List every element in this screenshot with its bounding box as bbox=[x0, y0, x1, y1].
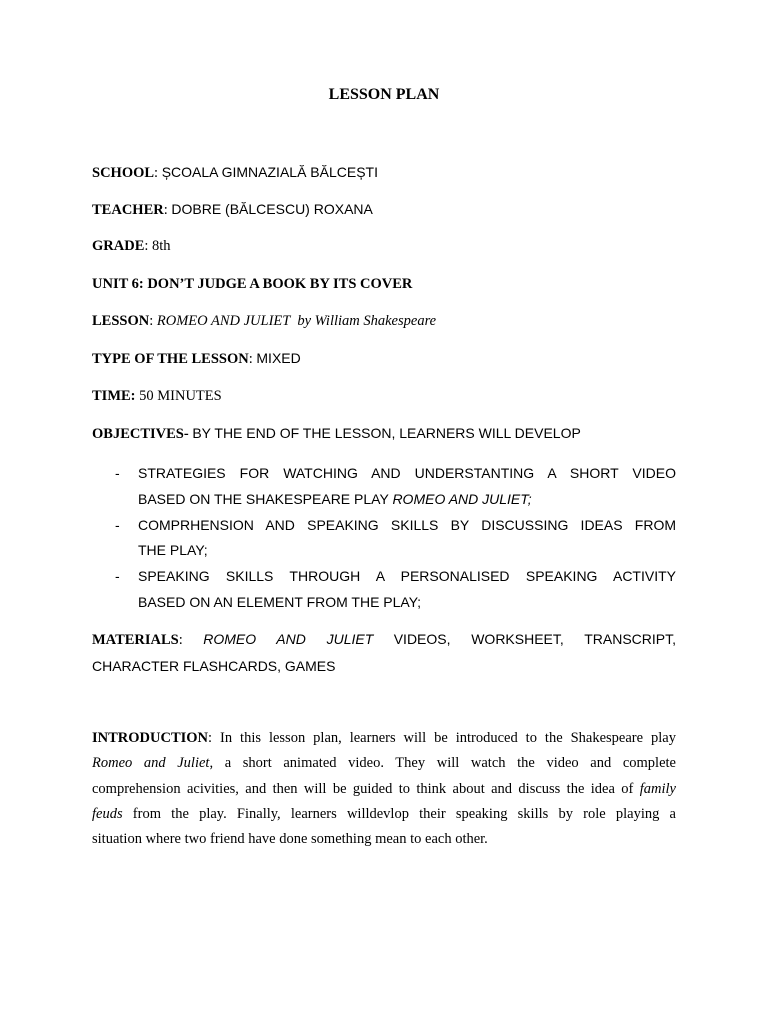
objectives-label: OBJECTIVES- bbox=[92, 426, 189, 442]
grade-field: GRADE: 8th bbox=[92, 238, 171, 254]
time-label: TIME: bbox=[92, 388, 136, 404]
introduction-paragraph bbox=[92, 726, 676, 852]
objective-line2-italic: ROMEO AND JULIET; bbox=[392, 490, 532, 507]
bullet-dash: - bbox=[115, 516, 120, 533]
introduction-label: INTRODUCTION bbox=[92, 730, 209, 746]
school-value: ȘCOALA GIMNAZIALĂ BĂLCEȘTI bbox=[161, 164, 378, 180]
objective-line2: THE PLAY; bbox=[138, 542, 208, 558]
intro-line3-italic: family bbox=[639, 780, 676, 797]
lesson-type-label: TYPE OF THE LESSON bbox=[92, 351, 249, 367]
materials-field: MATERIALS: ROMEO AND JULIET VIDEOS, WORKSHEET, TRANSCRIPT, CHARACTER FLASHCARDS, GAMES bbox=[92, 631, 677, 674]
grade-value: 8th bbox=[152, 238, 171, 254]
page-title: LESSON PLAN bbox=[328, 86, 440, 103]
intro-line2: , a short animated video. They will watch the video and complete bbox=[209, 755, 676, 772]
school-label: SCHOOL bbox=[92, 165, 155, 181]
objective-line2: BASED ON AN ELEMENT FROM THE PLAY; bbox=[138, 593, 422, 610]
teacher-field: TEACHER: DOBRE (BĂLCESCU) ROXANA bbox=[92, 201, 373, 218]
bullet-dash: - bbox=[115, 568, 120, 584]
objective-line1: SPEAKING SKILLS THROUGH A PERSONALISED SPEAKING ACTIVITY bbox=[138, 568, 676, 584]
lesson-type-field: TYPE OF THE LESSON: MIXED bbox=[92, 350, 301, 367]
list-item bbox=[92, 461, 676, 512]
teacher-value: DOBRE (BĂLCESCU) ROXANA bbox=[171, 201, 373, 217]
objectives-value: BY THE END OF THE LESSON, LEARNERS WILL DEVELOP bbox=[192, 425, 581, 441]
unit-heading: UNIT 6: DON’T JUDGE A BOOK BY ITS COVER bbox=[92, 276, 413, 292]
objective-line2: BASED ON THE SHAKESPEARE PLAY bbox=[138, 490, 393, 507]
objective-line1: STRATEGIES FOR WATCHING AND UNDERSTANTING A SHORT VIDEO bbox=[138, 465, 676, 481]
time-field bbox=[92, 388, 222, 405]
intro-line4: from the play. Finally, learners willdevlop their speaking skills by role playing a bbox=[122, 805, 676, 822]
lesson-value: ROMEO AND JULIET by William Shakespeare bbox=[156, 313, 437, 329]
objectives-list bbox=[92, 461, 676, 616]
time-value: 50 MINUTES bbox=[139, 388, 222, 404]
lesson-field: LESSON: ROMEO AND JULIET by William Shakespeare bbox=[92, 313, 437, 329]
objective-line1: COMPRHENSION AND SPEAKING SKILLS BY DISCUSSING IDEAS FROM bbox=[138, 516, 676, 533]
lesson-type-value: MIXED bbox=[256, 350, 301, 366]
intro-line2-italic: Romeo and Juliet bbox=[92, 755, 210, 772]
grade-label: GRADE bbox=[92, 238, 145, 254]
intro-line4-italic: feuds bbox=[92, 805, 123, 822]
materials-line2: CHARACTER FLASHCARDS, GAMES bbox=[92, 658, 336, 674]
teacher-label: TEACHER bbox=[92, 202, 164, 218]
objectives-field bbox=[92, 425, 581, 443]
materials-label: MATERIALS bbox=[92, 632, 179, 648]
lesson-label: LESSON bbox=[92, 313, 150, 329]
list-item bbox=[92, 564, 676, 615]
unit-field bbox=[92, 276, 412, 293]
intro-line5: situation where two friend have done something mean to each other. bbox=[92, 831, 488, 848]
materials-line1: VIDEOS, WORKSHEET, TRANSCRIPT, bbox=[393, 631, 677, 647]
intro-line1: : In this lesson plan, learners will be introduced to the Shakespeare play bbox=[208, 730, 676, 746]
materials-italic: ROMEO AND JULIET bbox=[203, 631, 374, 647]
intro-line3: comprehension acivities, and then will be guided to think about and discuss the idea of bbox=[92, 780, 634, 797]
bullet-dash: - bbox=[115, 465, 120, 481]
list-item bbox=[92, 513, 676, 564]
school-field: SCHOOL: ȘCOALA GIMNAZIALĂ BĂLCEȘTI bbox=[92, 164, 378, 181]
